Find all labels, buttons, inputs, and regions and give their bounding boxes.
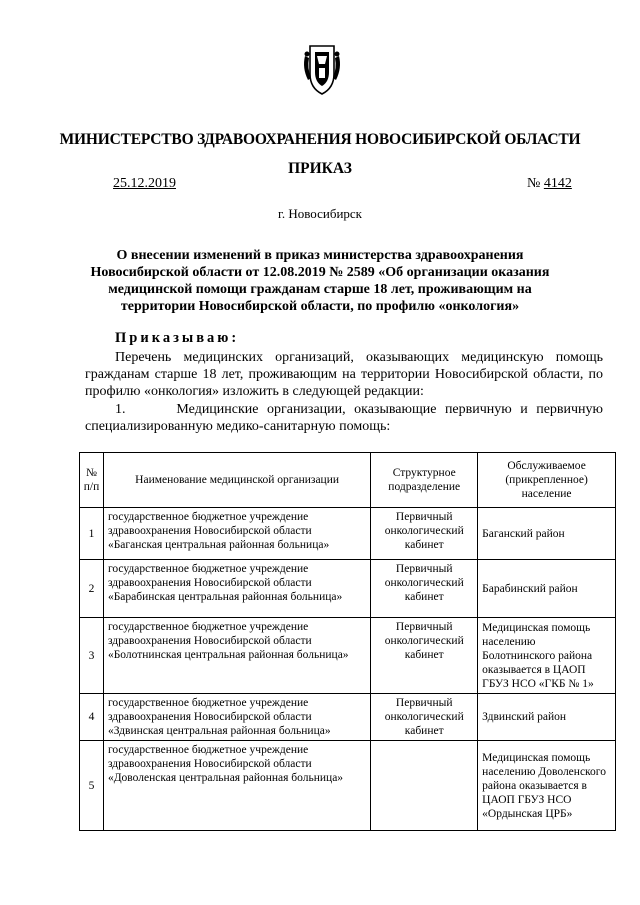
row-num: 4	[80, 694, 104, 741]
item-1-text: 1. Медицинские организации, оказывающие первичную и первичную специализированную медико-санитарную помощь:	[85, 402, 603, 434]
document-type: ПРИКАЗ	[288, 160, 352, 177]
row-num: 1	[80, 508, 104, 560]
row-num: 3	[80, 618, 104, 694]
row-name: государственное бюджетное учреждение здравоохранения Новосибирской области «Здвинская центральная районная больница»	[103, 694, 370, 741]
row-population: Медицинская помощь населению Болотнинского района оказывается в ЦАОП ГБУЗ НСО «ГКБ № 1»	[478, 618, 616, 694]
coat-of-arms-icon	[302, 44, 342, 96]
number-label: №	[527, 176, 541, 191]
table-row	[80, 560, 616, 618]
ministry-heading: МИНИСТЕРСТВО ЗДРАВООХРАНЕНИЯ НОВОСИБИРСКОЙ ОБЛАСТИ	[59, 131, 581, 148]
row-name: государственное бюджетное учреждение здравоохранения Новосибирской области «Барабинская центральная районная больница»	[103, 560, 370, 618]
row-population: Медицинская помощь населению Доволенского района оказывается в ЦАОП ГБУЗ НСО «Ордынская ЦРБ»	[478, 741, 616, 831]
table-row	[80, 618, 616, 694]
city: г. Новосибирск	[277, 206, 362, 221]
order-word: Приказываю:	[115, 330, 240, 346]
row-name: государственное бюджетное учреждение здравоохранения Новосибирской области «Доволенская центральная районная больница»	[103, 741, 370, 831]
row-num: 2	[80, 560, 104, 618]
organizations-table	[79, 452, 616, 831]
table-row	[80, 694, 616, 741]
row-unit: Первичный онкологический кабинет	[371, 560, 478, 618]
table-row	[80, 741, 616, 831]
header-unit: Структурное подразделение	[371, 453, 478, 508]
order-title: О внесении изменений в приказ министерства здравоохранения Новосибирской области от 12.08.2019 № 2589 «Об организации оказания медицинской помощи гражданам старше 18 лет, проживающим на территории Новосибирской области, по профилю «онкология»	[90, 248, 550, 314]
header-name: Наименование медицинской организации	[103, 453, 370, 508]
row-name: государственное бюджетное учреждение здравоохранения Новосибирской области «Баганская центральная районная больница»	[103, 508, 370, 560]
row-unit	[371, 741, 478, 831]
row-unit: Первичный онкологический кабинет	[371, 618, 478, 694]
row-population: Барабинский район	[478, 560, 616, 618]
order-number	[527, 176, 572, 192]
row-population: Баганский район	[478, 508, 616, 560]
row-num: 5	[80, 741, 104, 831]
order-paragraph: Перечень медицинских организаций, оказывающих медицинскую помощь гражданам старше 18 лет, проживающим на территории Новосибирской области, по профилю «онкология» изложить в следующей редакции:	[85, 350, 603, 399]
number-value: 4142	[543, 176, 572, 191]
row-population: Здвинский район	[478, 694, 616, 741]
order-date: 25.12.2019	[113, 176, 176, 191]
table-header-row	[80, 453, 616, 508]
header-population: Обслуживаемое (прикрепленное) население	[478, 453, 616, 508]
row-unit: Первичный онкологический кабинет	[371, 694, 478, 741]
row-name: государственное бюджетное учреждение здравоохранения Новосибирской области «Болотнинская центральная районная больница»	[103, 618, 370, 694]
table-row	[80, 508, 616, 560]
row-unit: Первичный онкологический кабинет	[371, 508, 478, 560]
header-num: № п/п	[80, 453, 104, 508]
